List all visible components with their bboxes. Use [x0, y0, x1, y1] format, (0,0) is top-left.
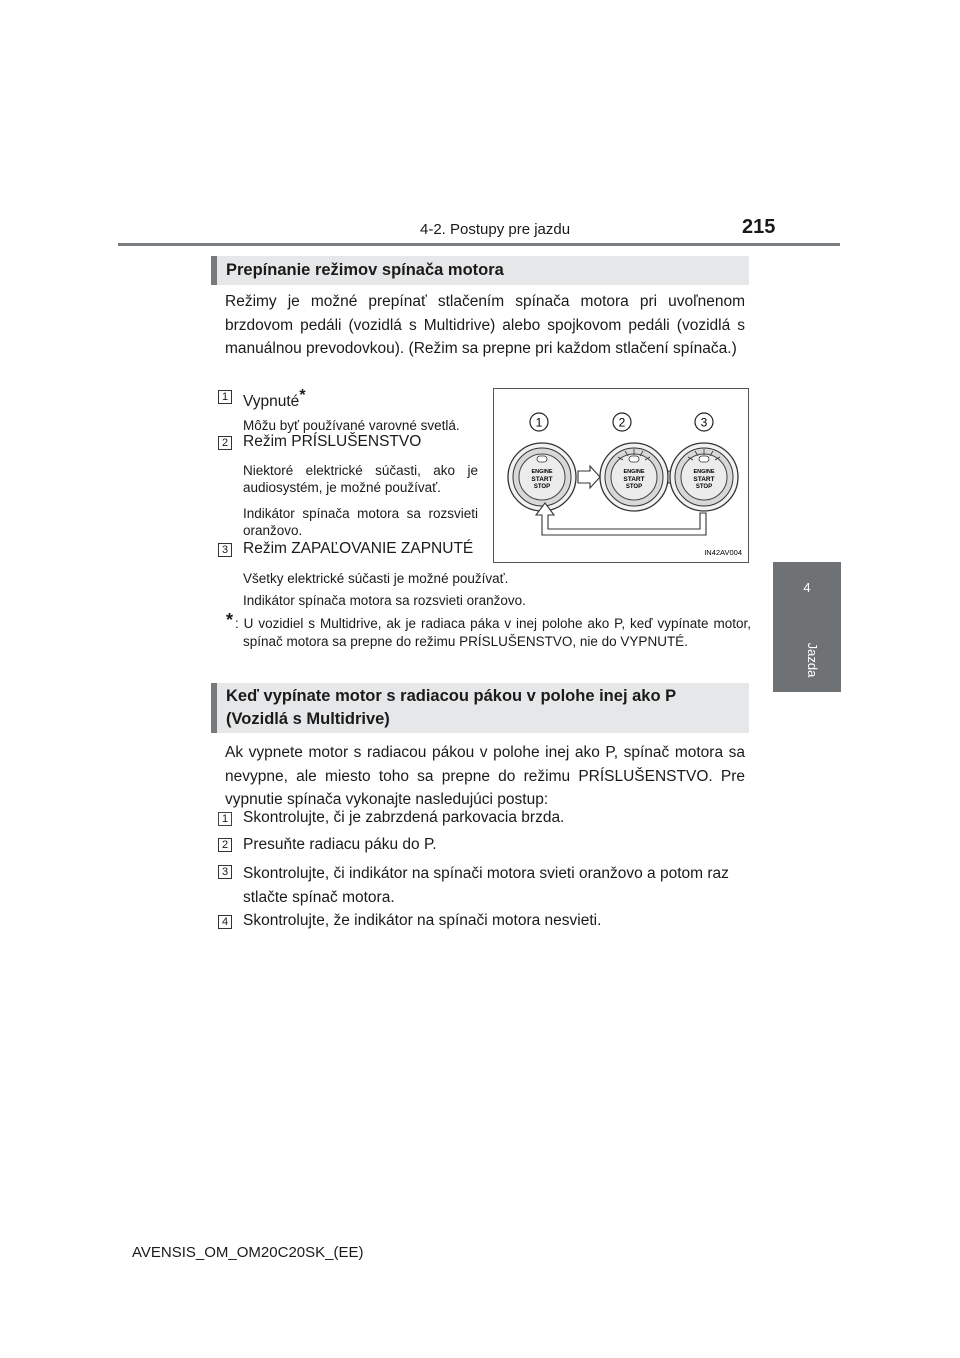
mode-number-2: 2 [218, 436, 232, 450]
footnote-text: : U vozidiel s Multidrive, ak je radiaca páka v inej polohe ako P, keď vypínate motor, spínač motora sa prepne do režimu PRÍSLUŠENSTVO, nie do VYPNUTÉ. [235, 616, 751, 649]
svg-text:1: 1 [535, 415, 543, 430]
step-4-text: Skontrolujte, že indikátor na spínači motora nesvieti. [243, 912, 602, 929]
svg-text:ENGINE: ENGINE [693, 469, 715, 475]
running-header-section: 4-2. Postupy pre jazdu [420, 221, 571, 238]
svg-text:ENGINE: ENGINE [623, 469, 645, 475]
mode-1-desc: Môžu byť používané varovné svetlá. [243, 418, 460, 433]
step-3-text: Skontrolujte, či indikátor na spínači motora svieti oranžovo a potom raz stlačte spínač motora. [243, 865, 729, 906]
step-number-3: 3 [218, 865, 232, 879]
footnote-marker: * [299, 387, 306, 404]
start-stop-figure [493, 388, 749, 563]
svg-text:START: START [693, 476, 715, 483]
engine-button-off-icon [508, 443, 576, 511]
section-heading-engine-off-not-p: Keď vypínate motor s radiacou pákou v polohe inej ako P (Vozidlá s Multidrive) [211, 683, 749, 733]
chapter-number: 4 [803, 580, 811, 595]
start-stop-illustration [494, 389, 748, 562]
figure-label-1 [530, 413, 548, 431]
svg-text:ENGINE: ENGINE [531, 469, 553, 475]
mode-number-3: 3 [218, 543, 232, 557]
svg-text:3: 3 [700, 415, 708, 430]
svg-text:STOP: STOP [625, 484, 643, 490]
step-number-1: 1 [218, 812, 232, 826]
mode-3-desc-2: Indikátor spínača motora sa rozsvieti oranžovo. [243, 593, 526, 608]
figure-code: IN42AV004 [704, 548, 742, 557]
section2-intro: Ak vypnete motor s radiacou pákou v polohe inej ako P, spínač motora sa nevypne, ale miesto toho sa prepne do režimu PRÍSLUŠENSTVO. Pre vypnutie spínača vykonajte nasledujúci postup: [225, 744, 745, 808]
step-1-text: Skontrolujte, či je zabrzdená parkovacia brzda. [243, 809, 565, 826]
mode-2-desc-2: Indikátor spínača motora sa rozsvieti oranžovo. [243, 506, 478, 538]
svg-text:START: START [623, 476, 645, 483]
mode-2-desc-1: Niektoré elektrické súčasti, ako je audiosystém, je možné používať. [243, 463, 478, 495]
chapter-label: Jazda [805, 642, 820, 678]
header-rule [118, 243, 840, 246]
section1-intro: Režimy je možné prepínať stlačením spínača motora pri uvoľnenom brzdovom pedáli (vozidlá s Multidrive) alebo spojkovom pedáli (vozidlá s manuálnou prevodovkou). (Režim sa prepne pri každom stlačení spínača.) [225, 293, 745, 357]
step-number-4: 4 [218, 915, 232, 929]
step-2-text: Presuňte radiacu páku do P. [243, 836, 437, 853]
step-number-2: 2 [218, 838, 232, 852]
mode-1-name: Vypnuté* [243, 387, 306, 411]
engine-button-acc-icon [600, 443, 668, 511]
mode-3-name: Režim ZAPAĽOVANIE ZAPNUTÉ [243, 540, 474, 557]
mode-3-desc-1: Všetky elektrické súčasti je možné používať. [243, 571, 509, 586]
figure-label-3 [695, 413, 713, 431]
page-number: 215 [742, 216, 776, 238]
arrow-right-icon [578, 466, 600, 488]
svg-text:START: START [531, 476, 553, 483]
figure-label-2 [613, 413, 631, 431]
engine-button-on-icon [670, 443, 738, 511]
footnote-mark: * [226, 610, 234, 630]
document-code: AVENSIS_OM_OM20C20SK_(EE) [132, 1244, 364, 1261]
mode-2-name: Režim PRÍSLUŠENSTVO [243, 433, 422, 450]
svg-text:2: 2 [618, 415, 626, 430]
svg-text:STOP: STOP [695, 484, 713, 490]
svg-text:STOP: STOP [533, 484, 551, 490]
mode-number-1: 1 [218, 390, 232, 404]
section-heading-switch-modes: Prepínanie režimov spínača motora [211, 256, 749, 285]
